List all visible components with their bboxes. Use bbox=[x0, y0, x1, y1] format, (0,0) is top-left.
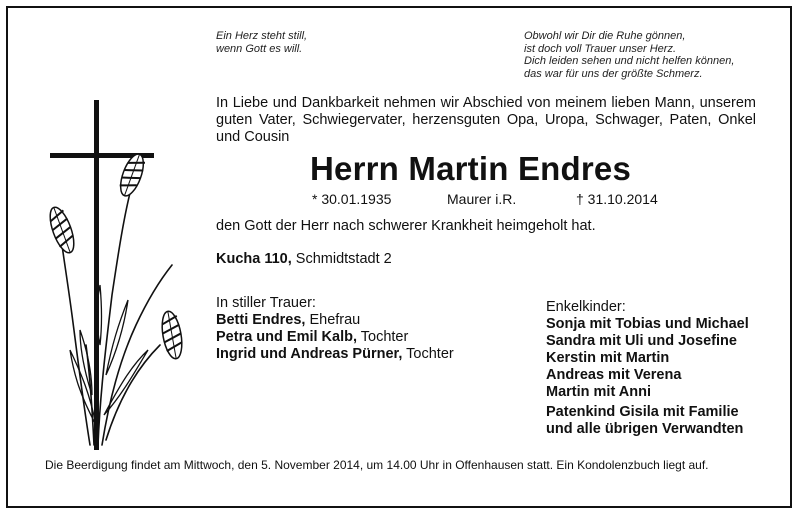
list-item: Kerstin mit Martin bbox=[546, 350, 670, 366]
wheat-ear-icon bbox=[159, 310, 185, 360]
poem-line: Obwohl wir Dir die Ruhe gönnen, bbox=[524, 30, 686, 42]
list-item: Patenkind Gisila mit Familie bbox=[546, 404, 739, 420]
funeral-notice: Die Beerdigung findet am Mittwoch, den 5. November 2014, um 14.00 Uhr in Offenhausen statt. Ein Kondolenzbuch liegt auf. bbox=[45, 458, 709, 472]
cross-icon bbox=[94, 100, 99, 450]
list-item: Sandra mit Uli und Josefine bbox=[546, 333, 737, 349]
death-date: † 31.10.2014 bbox=[576, 191, 658, 207]
poem-line: ist doch voll Trauer unser Herz. bbox=[524, 42, 677, 55]
mourner-name: Petra und Emil Kalb, bbox=[216, 329, 357, 345]
poem-right bbox=[524, 30, 734, 80]
list-item bbox=[216, 312, 454, 329]
mourner-relation: Tochter bbox=[402, 346, 454, 362]
cross-wheat-illustration bbox=[40, 95, 200, 455]
mourner-relation: Ehefrau bbox=[305, 312, 361, 328]
list-item bbox=[216, 329, 454, 346]
mourner-relation: Tochter bbox=[357, 329, 409, 345]
poem-line: Dich leiden sehen und nicht helfen können, bbox=[524, 55, 735, 67]
wheat-ear-icon bbox=[45, 204, 78, 255]
mourner-name: Ingrid und Andreas Pürner, bbox=[216, 346, 403, 362]
grandchildren-list bbox=[546, 299, 749, 401]
poem-left bbox=[216, 30, 307, 55]
called-home-text: den Gott der Herr nach schwerer Krankheit heimgeholt hat. bbox=[216, 218, 596, 234]
intro-text: In Liebe und Dankbarkeit nehmen wir Abschied von meinem lieben Mann, unserem guten Vater, Schwiegervater, herzensguten Opa, Uropa, Schwager, Paten, Onkel und Cousin bbox=[216, 95, 756, 145]
mourners-list bbox=[216, 295, 454, 363]
list-item: Sonja mit Tobias und Michael bbox=[546, 316, 749, 332]
wheat-ear-icon bbox=[116, 151, 148, 199]
address-street: Kucha 110, bbox=[216, 251, 292, 267]
poem-line: das war für uns der größte Schmerz. bbox=[524, 67, 703, 80]
deceased-name: Herrn Martin Endres bbox=[310, 150, 632, 187]
occupation: Maurer i.R. bbox=[447, 191, 517, 207]
mourner-name: Betti Endres, bbox=[216, 312, 306, 328]
poem-line: Ein Herz steht still, bbox=[216, 30, 308, 42]
birth-date: * 30.01.1935 bbox=[312, 191, 392, 207]
grandchildren-heading: Enkelkinder: bbox=[546, 299, 626, 315]
list-item: Martin mit Anni bbox=[546, 384, 651, 400]
list-item: Andreas mit Verena bbox=[546, 367, 682, 383]
list-item: und alle übrigen Verwandten bbox=[546, 421, 744, 437]
poem-line: wenn Gott es will. bbox=[216, 42, 303, 55]
list-item bbox=[216, 346, 454, 363]
mourners-heading: In stiller Trauer: bbox=[216, 295, 316, 311]
address bbox=[216, 251, 392, 267]
other-relatives bbox=[546, 404, 743, 438]
address-town: Schmidtstadt 2 bbox=[291, 251, 392, 267]
